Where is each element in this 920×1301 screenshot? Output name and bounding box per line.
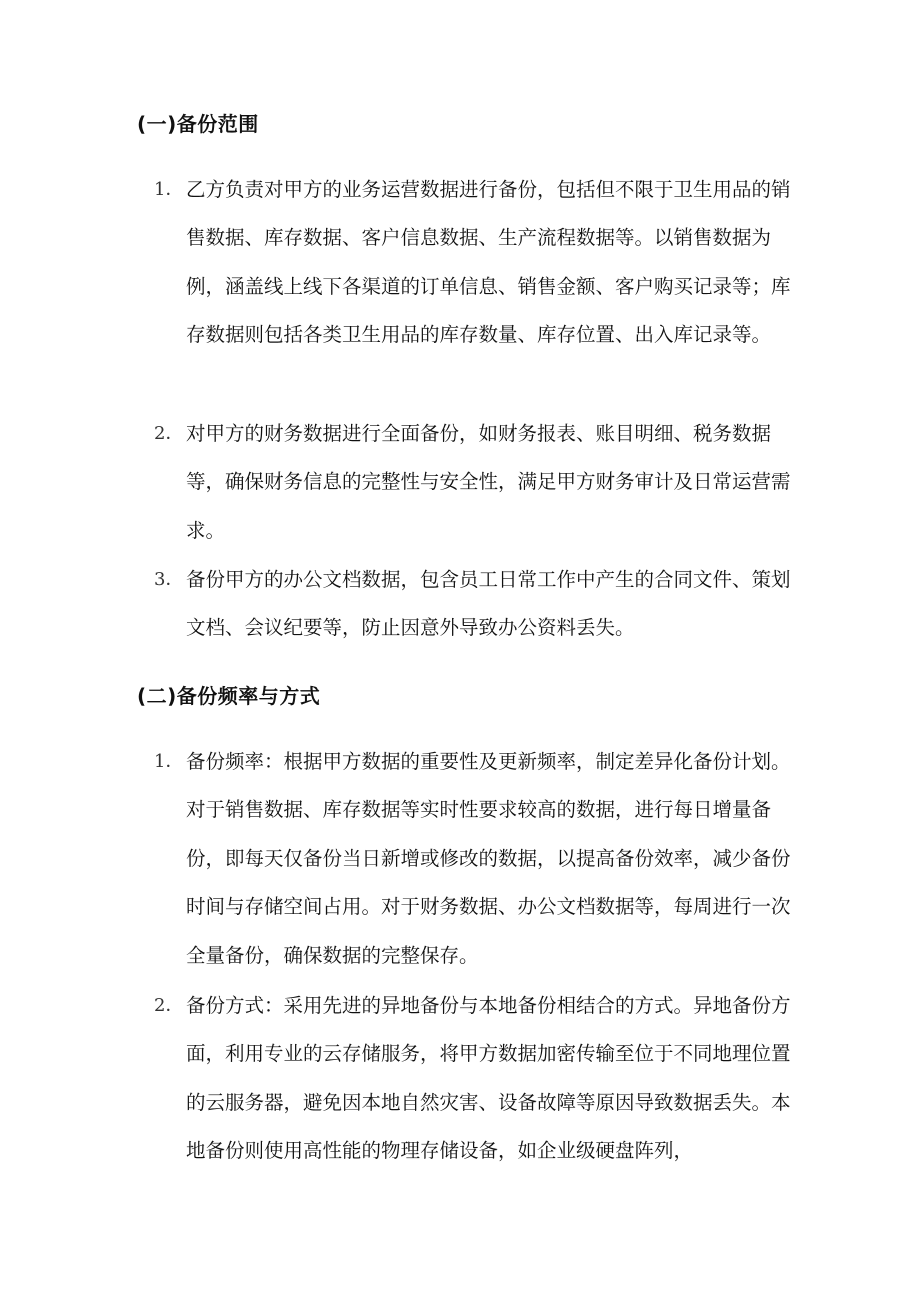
- list-item: [154, 410, 794, 555]
- list-item-number: 2．: [154, 995, 184, 1016]
- list-item-text: 乙方负责对甲方的业务运营数据进行备份，包括但不限于卫生用品的销售数据、库存数据、客户信息数据、生产流程数据等。以销售数据为例，涵盖线上线下各渠道的订单信息、销售金额、客户购买记录等；库存数据则包括各类卫生用品的库存数量、库存位置、出入库记录等。: [186, 178, 791, 347]
- section-heading-backup-scope: (一)备份范围: [137, 112, 259, 136]
- list-item: [154, 982, 794, 1176]
- list-item-text: 备份甲方的办公文档数据，包含员工日常工作中产生的合同文件、策划文档、会议纪要等，防止因意外导致办公资料丢失。: [186, 568, 791, 640]
- list-item-number: 2．: [154, 423, 184, 444]
- list-item-number: 1．: [154, 179, 184, 200]
- section-heading-backup-frequency: (二)备份频率与方式: [137, 684, 321, 708]
- list-item: [154, 556, 794, 653]
- list-item: [154, 738, 794, 980]
- list-item-text: 对甲方的财务数据进行全面备份，如财务报表、账目明细、税务数据等，确保财务信息的完整性与安全性，满足甲方财务审计及日常运营需求。: [186, 422, 791, 542]
- list-item-number: 3．: [154, 569, 184, 590]
- list-item-text: 备份频率：根据甲方数据的重要性及更新频率，制定差异化备份计划。对于销售数据、库存数据等实时性要求较高的数据，进行每日增量备份，即每天仅备份当日新增或修改的数据，以提高备份效率，减少备份时间与存储空间占用。对于财务数据、办公文档数据等，每周进行一次全量备份，确保数据的完整保存。: [186, 750, 791, 967]
- list-item: [154, 166, 794, 360]
- list-item-text: 备份方式：采用先进的异地备份与本地备份相结合的方式。异地备份方面，利用专业的云存储服务，将甲方数据加密传输至位于不同地理位置的云服务器，避免因本地自然灾害、设备故障等原因导致数据丢失。本地备份则使用高性能的物理存储设备，如企业级硬盘阵列，: [186, 994, 791, 1163]
- list-item-number: 1．: [154, 751, 184, 772]
